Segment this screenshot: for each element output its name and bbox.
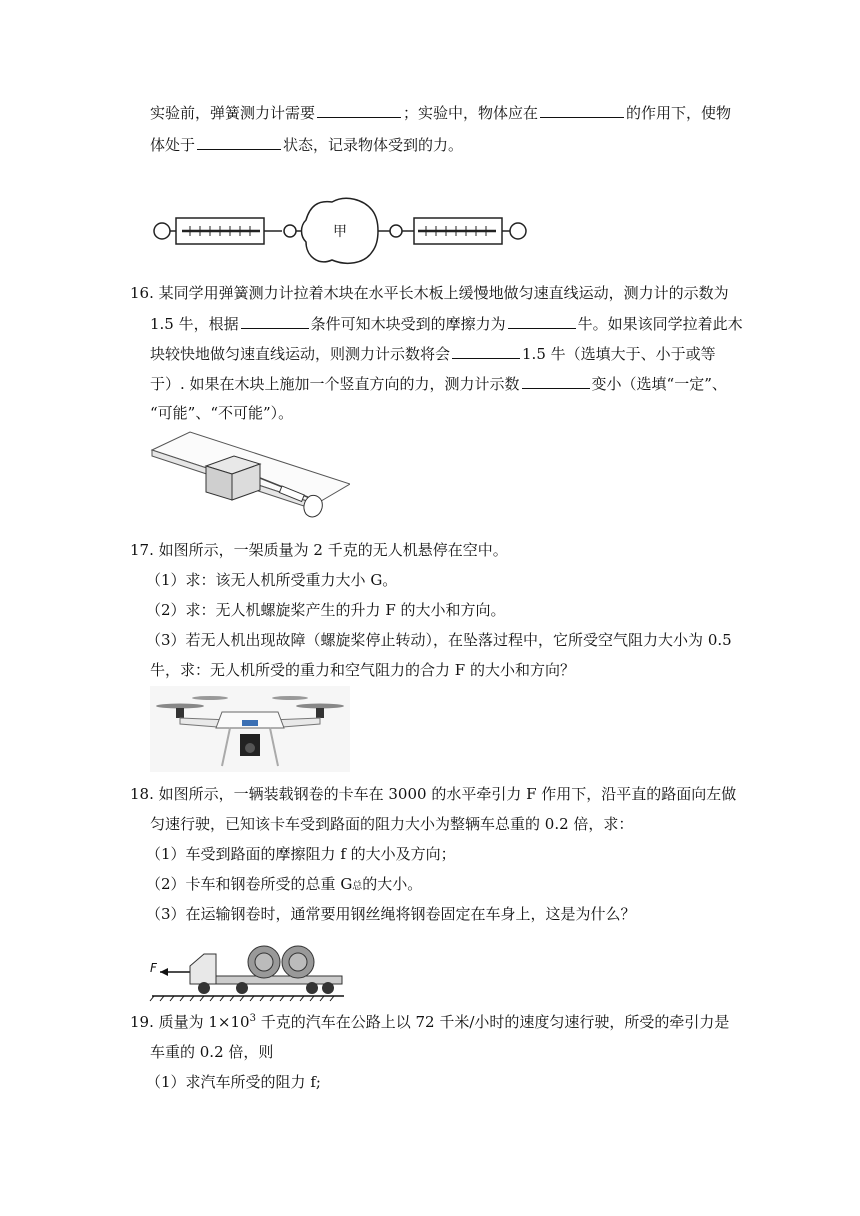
text: 条件可知木块受到的摩擦力为 xyxy=(310,315,506,333)
text: 牛。如果该同学拉着此木 xyxy=(577,315,743,333)
text: 状态，记录物体受到的力。 xyxy=(283,136,464,154)
q17-line-2 xyxy=(146,569,397,591)
q17-line-1 xyxy=(130,539,508,561)
text: （2）卡车和钢卷所受的总重 G xyxy=(146,875,353,893)
text: （3）若无人机出现故障（螺旋桨停止转动），在坠落过程中，它所受空气阻力大小为 0.5 xyxy=(146,631,732,649)
answer-blank[interactable] xyxy=(317,101,401,118)
text: 16. 某同学用弹簧测力计拉着木块在水平长木板上缓慢地做匀速直线运动，测力计的示数为 xyxy=(130,284,729,302)
q19-line-1 xyxy=(130,1011,729,1033)
truck-icon xyxy=(146,938,346,1002)
text: ；实验中，物体应在 xyxy=(403,104,539,122)
text: （1）求汽车所受的阻力 f; xyxy=(146,1073,321,1091)
q16-line-4 xyxy=(150,372,727,395)
spring-scales-figure xyxy=(150,190,535,270)
text: （1）车受到路面的摩擦阻力 f 的大小及方向； xyxy=(146,845,456,863)
text: “可能”、“不可能”）。 xyxy=(150,404,294,422)
answer-blank[interactable] xyxy=(197,133,281,150)
object-label: 甲 xyxy=(333,224,347,240)
drone-icon xyxy=(150,686,350,772)
text: 变小（选填“一定”、 xyxy=(591,375,727,393)
text: 1.5 牛（选填大于、小于或等 xyxy=(522,345,716,363)
object-jia xyxy=(296,198,390,263)
q16-line-1 xyxy=(130,282,729,304)
q19-line-2 xyxy=(150,1041,273,1063)
q18-line-3 xyxy=(146,843,456,865)
text: 19. 质量为 1×10 xyxy=(130,1013,250,1031)
answer-blank[interactable] xyxy=(540,101,624,118)
text: （1）求：该无人机所受重力大小 G。 xyxy=(146,571,398,589)
q18-line-1 xyxy=(130,783,736,805)
text: 匀速行驶，已知该卡车受到路面的阻力大小为整辆车总重的 0.2 倍，求： xyxy=(150,815,634,833)
text: 实验前，弹簧测力计需要 xyxy=(150,104,316,122)
text: 18. 如图所示，一辆装载钢卷的卡车在 3000 的水平牵引力 F 作用下，沿平直的路面向左做 xyxy=(130,785,737,803)
q18-line-5 xyxy=(146,903,636,925)
text: 牛，求：无人机所受的重力和空气阻力的合力 F 的大小和方向？ xyxy=(150,661,575,679)
q19-line-3 xyxy=(146,1071,321,1093)
answer-blank[interactable] xyxy=(522,372,590,389)
q15-line-2 xyxy=(150,133,463,156)
answer-blank[interactable] xyxy=(508,312,576,329)
spring-scale-icon xyxy=(154,218,296,244)
text: 17. 如图所示，一架质量为 2 千克的无人机悬停在空中。 xyxy=(130,541,508,559)
q16-line-5 xyxy=(150,402,293,424)
q17-line-4 xyxy=(146,629,732,651)
q16-line-2 xyxy=(150,312,743,335)
text: 1.5 牛，根据 xyxy=(150,315,239,333)
answer-blank[interactable] xyxy=(452,342,520,359)
force-label: F xyxy=(150,961,157,975)
q17-line-3 xyxy=(146,599,506,621)
text: 千克的汽车在公路上以 72 千米/小时的速度匀速行驶，所受的牵引力是 xyxy=(255,1013,730,1031)
q18-line-2 xyxy=(150,813,633,835)
text: 的作用下，使物 xyxy=(626,104,732,122)
text: 块较快地做匀速直线运动，则测力计示数将会 xyxy=(150,345,451,363)
spring-scale-icon xyxy=(390,218,526,244)
text: 于）. 如果在木块上施加一个竖直方向的力，测力计示数 xyxy=(150,375,520,393)
text: （2）求：无人机螺旋桨产生的升力 F 的大小和方向。 xyxy=(146,601,506,619)
subscript: 总 xyxy=(352,881,363,892)
text: 体处于 xyxy=(150,136,196,154)
q17-line-5 xyxy=(150,659,575,681)
answer-blank[interactable] xyxy=(241,312,309,329)
text: 的大小。 xyxy=(362,875,423,893)
text: （3）在运输钢卷时，通常要用钢丝绳将钢卷固定在车身上，这是为什么？ xyxy=(146,905,636,923)
superscript: 3 xyxy=(249,1013,256,1024)
block-on-board-icon xyxy=(150,428,350,528)
q18-line-4 xyxy=(146,873,422,898)
q16-line-3 xyxy=(150,342,716,365)
q15-line-1 xyxy=(150,101,731,124)
text: 车重的 0.2 倍，则 xyxy=(150,1043,274,1061)
